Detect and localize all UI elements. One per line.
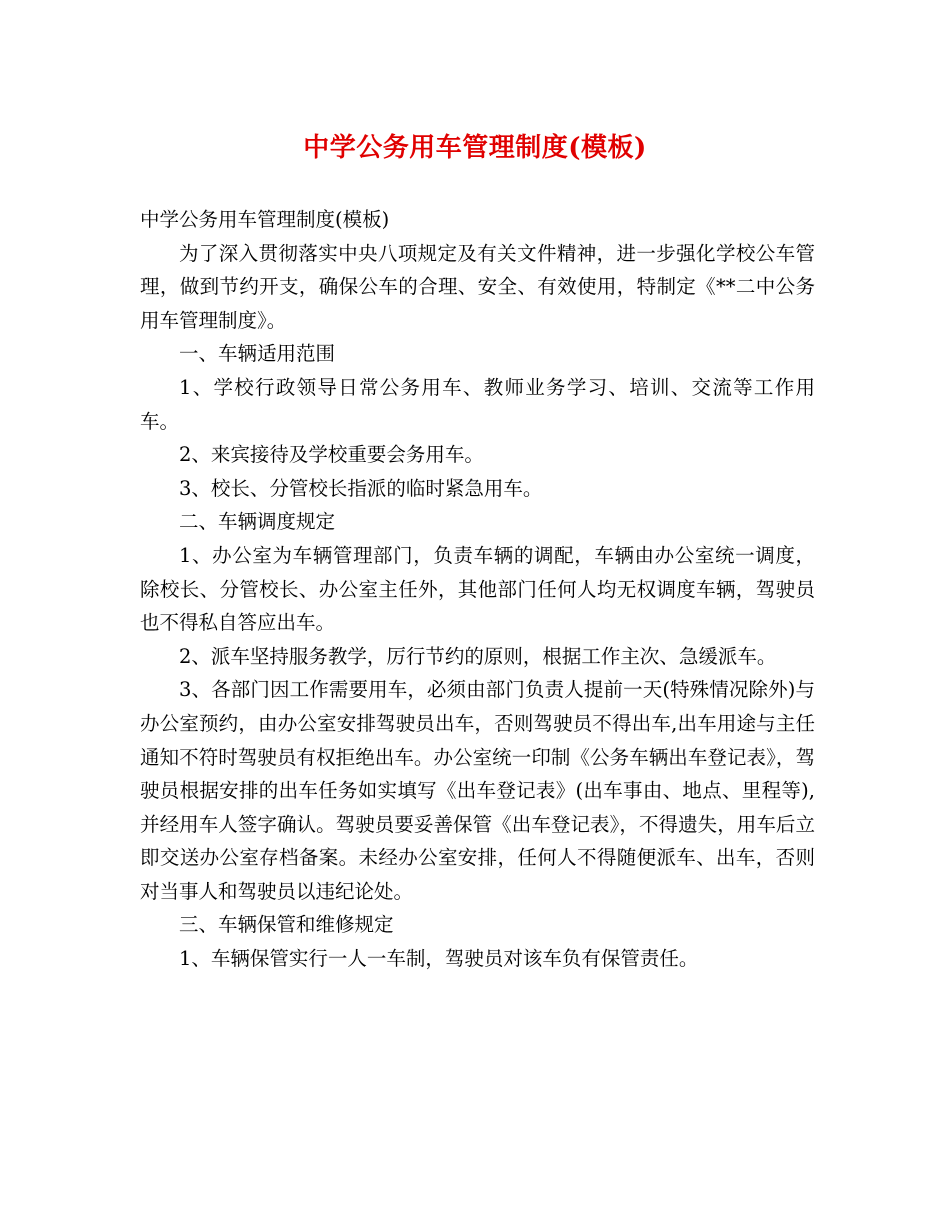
paragraph-item: 3、校长、分管校长指派的临时紧急用车。: [179, 476, 543, 500]
paragraph-item: 1、办公室为车辆管理部门，负责车辆的调配，车辆由办公室统一调度，除校长、分管校长、办公室主任外，其他部门任何人均无权调度车辆，驾驶员也不得私自答应出车。: [140, 543, 815, 635]
paragraph-intro: 为了深入贯彻落实中央八项规定及有关文件精神，进一步强化学校公车管理，做到节约开支，确保公车的合理、安全、有效使用，特制定《**二中公务用车管理制度》。: [140, 241, 815, 332]
paragraph-item: 2、派车坚持服务教学，厉行节约的原则，根据工作主次、急缓派车。: [179, 644, 777, 668]
document-body: [140, 203, 815, 976]
paragraph-item: 1、车辆保管实行一人一车制，驾驶员对该车负有保管责任。: [179, 947, 699, 971]
document-title: 中学公务用车管理制度(模板): [303, 133, 647, 163]
paragraph-item: 1、学校行政领导日常公务用车、教师业务学习、培训、交流等工作用车。: [140, 375, 815, 433]
paragraph-subtitle: 中学公务用车管理制度(模板): [140, 208, 390, 231]
section-heading-1: 一、车辆适用范围: [179, 342, 336, 366]
section-heading-3: 三、车辆保管和维修规定: [179, 913, 394, 937]
paragraph-item: 2、来宾接待及学校重要会务用车。: [179, 443, 484, 467]
paragraph-item: 3、各部门因工作需要用车，必须由部门负责人提前一天(特殊情况除外)与办公室预约，由办公室安排驾驶员出车，否则驾驶员不得出车,出车用途与主任通知不符时驾驶员有权拒绝出车。办公室统一印制《公务车辆出车登记表》，驾驶员根据安排的出车任务如实填写《出车登记表》(出车事由、地点、里程等),并经用车人签字确认。驾驶员要妥善保管《出车登记表》，不得遗失，用车后立即交送办公室存档备案。未经办公室安排，任何人不得随便派车、出车，否则对当事人和驾驶员以违纪论处。: [140, 678, 815, 903]
section-heading-2: 二、车辆调度规定: [179, 510, 336, 534]
